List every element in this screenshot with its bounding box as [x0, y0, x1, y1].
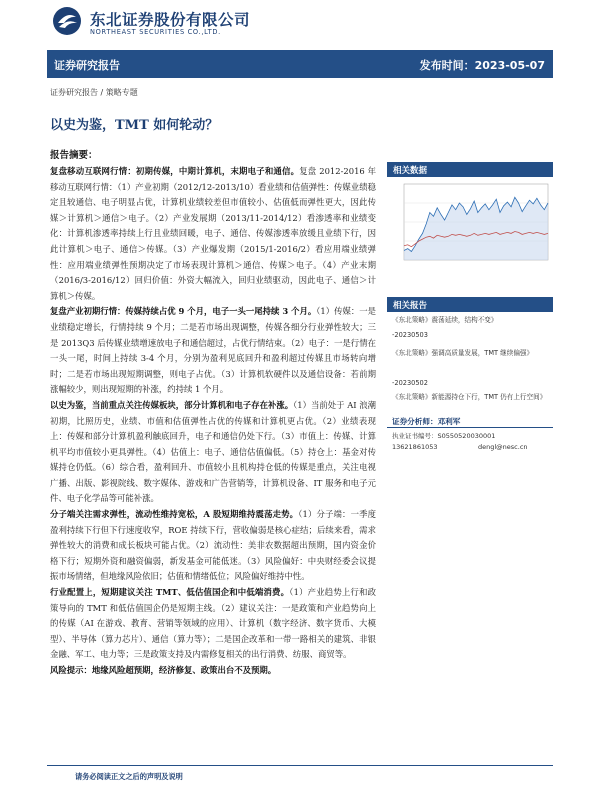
- paragraph-lead: 以史为鉴，当前重点关注传媒板块，部分计算机和电子存在补涨。: [50, 399, 294, 410]
- related-reports-heading: 相关报告: [387, 297, 553, 312]
- paragraph-5: [50, 585, 376, 663]
- footer-divider: [47, 765, 553, 766]
- paragraph-text: （1）传媒：一是业绩稳定增长，行情持续 9 个月；二是若市场出现调整，传媒各细分行业弹性较大；三是 2013Q3 后传媒业绩增速放电子和通信超过，占优行情结束。（2）电子：一是行情在一头一尾，时间上持续 3-4 个月，分别为盈利见底回升和盈利超过传媒且市场转向增时；二是若市场出现短期调整，则电子占优。（3）计算机软硬件以及通信设备：若前期涨幅较少，则出现短期的补涨，约持续 1 个月。: [50, 306, 376, 395]
- related-report-2-date: -20230502: [392, 379, 428, 387]
- paragraph-lead: 分子端关注需求弹性，流动性维持宽松，A 股短期维持震荡走势。: [50, 509, 299, 520]
- paragraph-1: [50, 164, 376, 304]
- company-logo: [52, 6, 292, 40]
- analyst-label: 证券分析师：: [392, 417, 438, 426]
- analyst-phone: 13621861053: [392, 443, 438, 451]
- paragraph-6: [50, 663, 376, 679]
- report-title[interactable]: 《东北策略》强调高质量发展，TMT 继续偏强》: [392, 349, 534, 357]
- analyst-divider: [387, 427, 553, 428]
- paragraph-lead: 风险提示：地缘风险超预期，经济修复、政策出台不及预期。: [50, 665, 277, 675]
- paragraph-lead: 复盘移动互联网行情：初期传媒，中期计算机，末期电子和通信。: [50, 166, 300, 176]
- report-title[interactable]: 《东北策略》新能源持仓下行，TMT 仍有上行空间》: [392, 393, 547, 401]
- page-title: 以史为鉴，TMT 如何轮动？: [50, 118, 219, 133]
- disclaimer-notice: 请务必阅读正文之后的声明及说明: [75, 772, 183, 781]
- header-band: [47, 50, 553, 78]
- paragraph-4: [50, 507, 376, 585]
- paragraph-2: [50, 304, 376, 398]
- company-logo-icon: [52, 6, 82, 36]
- related-data-chart: [392, 180, 552, 270]
- paragraph-text: 复盘 2012-2016 年移动互联网行情：（1）产业初期（2012/12-2013/10）看业绩和估值弹性：传媒业绩稳定且较通信、电子明显占优，计算机业绩较差但市值较小、估值低而弹性更大，因此传媒＞计算机＞通信＞电子。（2）产业发展期（2013/11-2014/12）看渗透率和业绩变化：计算机渗透率持续上行且业绩回暖，电子、通信、传媒渗透率放缓且业绩下行，因此计算机＞电子、通信＞传媒。（3）产业爆发期（2015/1-2016/2）看应用端业绩弹性：应用端业绩弹性预期决定了市场表现计算机＞通信、传媒＞电子。（4）产业末期（2016/3-2016/12）回归价值：外资大幅流入，回归业绩驱动，因此电子、通信＞计算机＞传媒。: [50, 166, 376, 301]
- breadcrumb: 证券研究报告 / 策略专题: [50, 88, 138, 97]
- company-name-cn: 东北证券股份有限公司: [90, 11, 251, 29]
- publish-date: 发布时间：2023-05-07: [419, 59, 545, 72]
- related-report-1-date: -20230503: [392, 331, 428, 339]
- report-title[interactable]: 《东北策略》震荡延续，结构不变》: [392, 316, 498, 324]
- related-report-3[interactable]: [392, 392, 552, 402]
- paragraph-lead: 复盘产业初期行情：传媒持续占优 9 个月，电子一头一尾持续 3 个月。: [50, 306, 317, 317]
- report-type: 证券研究报告: [54, 59, 120, 72]
- analyst-license: 执业证书编号：S0550520030001: [392, 432, 496, 440]
- analyst-heading: [392, 416, 460, 427]
- analyst-email[interactable]: dengl@nesc.cn: [478, 443, 528, 451]
- analyst-name: 邓利军: [437, 417, 461, 426]
- company-name-en: NORTHEAST SECURITIES CO.,LTD.: [90, 28, 221, 36]
- related-data-heading: 相关数据: [387, 162, 553, 177]
- paragraph-text: （1）当前处于 AI 浪潮初期，比照历史，业绩、市值和估值弹性占优的传媒和计算机更占优。（2）业绩表现上：传媒和部分计算机盈利触底回升，电子和通信仍处下行。（3）市值上：传媒、计算机平均市值较小更具弹性。（4）估值上：电子、通信估值偏低。（5）持仓上：基金对传媒持仓仍低。（6）综合看，盈利回升、市值较小且机构持仓低的传媒是重点，关注电视广播、出版、影视院线、数字媒体、游戏和广告营销等，计算机设备、IT 服务和电子元件、电子化学品等可能补涨。: [50, 399, 376, 504]
- paragraph-text: （1）分子端：一季度盈利持续下行但下行速度收窄，ROE 持续下行，营收偏弱是核心症结；后续来看，需求弹性较大的消费和成长板块可能占优。（2）流动性：美非农数据超出预期，国内资金价格下行；短期外资和融资偏弱，新发基金可能低迷。（3）风险偏好：中央财经委会议提振市场情绪，但地缘风险依旧；估值和情绪低位；风险偏好维持中性。: [50, 509, 376, 582]
- summary-heading: 报告摘要：: [50, 150, 98, 161]
- related-report-2[interactable]: [392, 348, 552, 358]
- paragraph-text: （1）产业趋势上行和政策导向的 TMT 和低估值国企仍是短期主线。（2）建议关注：一是政策和产业趋势向上的传媒（AI 在游戏、教育、营销等领域的应用）、计算机（数字经济、数字货币、大模型）、半导体（算力芯片）、通信（算力等）；二是国企改革和一带一路相关的建筑、非银金融、军工、电力等；三是政策支持及内需修复相关的出行消费、纺服、商贸等。: [50, 587, 376, 660]
- paragraph-3: [50, 398, 376, 507]
- summary-body: [50, 164, 376, 764]
- related-report-1[interactable]: [392, 315, 552, 325]
- paragraph-lead: 行业配置上，短期建议关注 TMT、低估值国企和中低端消费。: [50, 587, 290, 598]
